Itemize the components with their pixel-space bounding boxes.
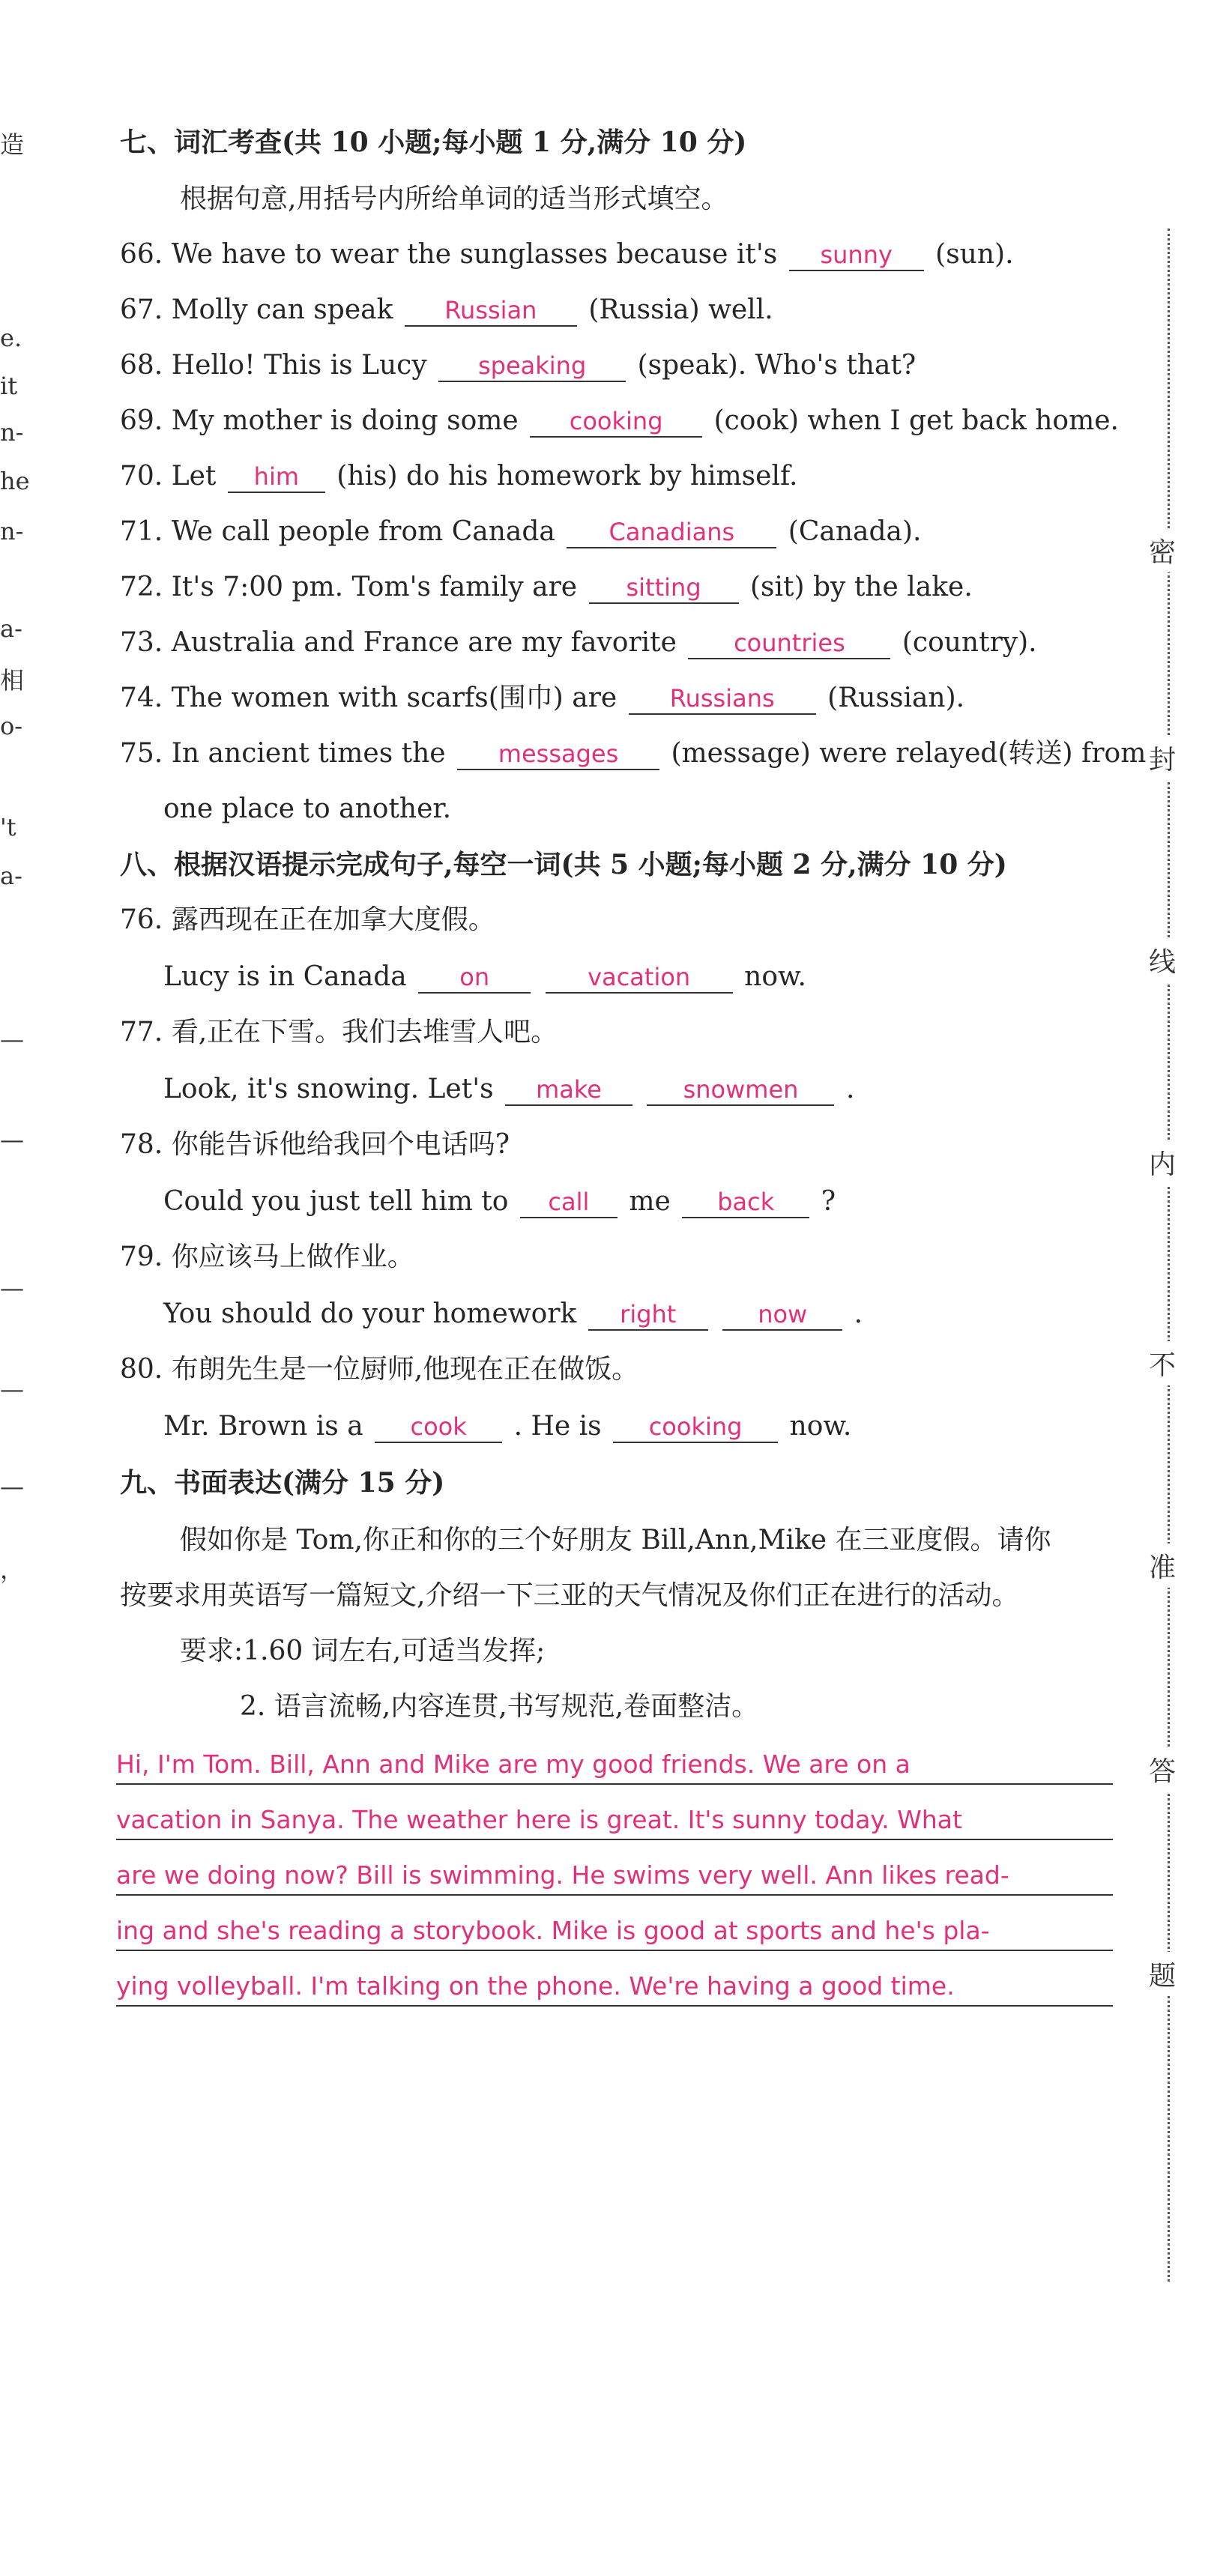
answer-blank[interactable]: snowmen (647, 1074, 834, 1106)
margin-char: 不 (1149, 1341, 1176, 1385)
margin-char: 线 (1149, 938, 1176, 982)
section7-heading: 七、词汇考查(共 10 小题;每小题 1 分,满分 10 分) (120, 127, 747, 158)
question-75: 75. In ancient times the messages (message) were relayed(转送) from (120, 738, 1147, 769)
answer-blank[interactable]: cook (375, 1412, 502, 1443)
question-80: Mr. Brown is a cook . He is cooking now. (163, 1411, 852, 1442)
question-77-chinese: 77. 看,正在下雪。我们去堆雪人吧。 (120, 1017, 558, 1047)
question-73: 73. Australia and France are my favorite countries (country). (120, 627, 1037, 658)
edge-fragment: 't (0, 813, 16, 841)
edge-fragment: — (0, 1375, 24, 1403)
question-80-chinese: 80. 布朗先生是一位厨师,他现在正在做饭。 (120, 1354, 639, 1385)
answer-blank[interactable]: right (588, 1299, 708, 1331)
writing-prompt-line2: 按要求用英语写一篇短文,介绍一下三亚的天气情况及你们正在进行的活动。 (120, 1580, 1019, 1611)
edge-fragment: it (0, 372, 18, 400)
section9-heading: 九、书面表达(满分 15 分) (120, 1467, 445, 1499)
writing-requirement-1: 要求:1.60 词左右,可适当发挥; (180, 1636, 546, 1666)
question-77: Look, it's snowing. Let's make snowmen . (163, 1074, 855, 1104)
question-78: Could you just tell him to call me back ? (163, 1186, 836, 1217)
edge-fragment: a- (0, 862, 22, 890)
answer-blank[interactable]: make (505, 1074, 632, 1106)
margin-char: 内 (1149, 1140, 1176, 1185)
section8-heading: 八、根据汉语提示完成句子,每空一词(共 5 小题;每小题 2 分,满分 10 分) (120, 849, 1007, 880)
answer-blank[interactable]: countries (688, 628, 890, 659)
edge-fragment: — (0, 1274, 24, 1302)
writing-prompt-line1: 假如你是 Tom,你正和你的三个好朋友 Bill,Ann,Mike 在三亚度假。请你 (180, 1525, 1051, 1555)
question-66: 66. We have to wear the sunglasses because it's sunny (sun). (120, 239, 1014, 270)
margin-char: 题 (1149, 1952, 1176, 1996)
question-76-chinese: 76. 露西现在正在加拿大度假。 (120, 904, 495, 935)
edge-fragment: — (0, 1472, 24, 1501)
answer-blank[interactable]: speaking (438, 351, 626, 382)
edge-fragment: ， (0, 1555, 25, 1584)
question-74: 74. The women with scarfs(围巾) are Russians (Russian). (120, 683, 965, 713)
writing-requirement-2: 2. 语言流畅,内容连贯,书写规范,卷面整洁。 (240, 1691, 759, 1722)
section7-instruction: 根据句意,用括号内所给单词的适当形式填空。 (180, 184, 728, 214)
edge-fragment: 造 (0, 130, 25, 159)
margin-char: 封 (1149, 736, 1176, 780)
question-68: 68. Hello! This is Lucy speaking (speak). Who's that? (120, 350, 917, 381)
edge-fragment: a- (0, 614, 22, 643)
answer-blank[interactable]: him (228, 462, 325, 493)
answer-blank[interactable]: Russians (629, 683, 816, 715)
edge-fragment: 相 (0, 666, 25, 695)
question-76: Lucy is in Canada on vacation now. (163, 961, 806, 992)
answer-blank[interactable]: back (682, 1187, 809, 1218)
edge-fragment: he (0, 467, 30, 495)
answer-blank[interactable]: now (722, 1299, 842, 1331)
essay-line[interactable]: Hi, I'm Tom. Bill, Ann and Mike are my good friends. We are on a (116, 1746, 1113, 1785)
edge-fragment: — (0, 1125, 24, 1154)
answer-blank[interactable]: vacation (546, 962, 733, 994)
edge-fragment: e. (0, 324, 22, 352)
margin-char: 答 (1149, 1747, 1176, 1792)
question-70: 70. Let him (his) do his homework by himself. (120, 461, 798, 492)
question-67: 67. Molly can speak Russian (Russia) well. (120, 294, 773, 325)
answer-blank[interactable]: sitting (589, 572, 739, 604)
question-75-continuation: one place to another. (163, 793, 452, 824)
essay-line[interactable]: vacation in Sanya. The weather here is great. It's sunny today. What (116, 1801, 1113, 1840)
essay-line[interactable]: ying volleyball. I'm talking on the phone. We're having a good time. (116, 1968, 1113, 2007)
question-78-chinese: 78. 你能告诉他给我回个电话吗? (120, 1129, 510, 1160)
answer-blank[interactable]: call (520, 1187, 617, 1218)
margin-char: 准 (1149, 1544, 1176, 1588)
essay-line[interactable]: ing and she's reading a storybook. Mike is good at sports and he's pla- (116, 1912, 1113, 1951)
edge-fragment: n- (0, 517, 24, 545)
question-69: 69. My mother is doing some cooking (cook) when I get back home. (120, 405, 1119, 436)
answer-blank[interactable]: messages (457, 739, 659, 770)
edge-fragment: n- (0, 418, 24, 447)
essay-line[interactable]: are we doing now? Bill is swimming. He swims very well. Ann likes read- (116, 1857, 1113, 1896)
question-72: 72. It's 7:00 pm. Tom's family are sitting (sit) by the lake. (120, 572, 973, 602)
answer-blank[interactable]: cooking (613, 1412, 778, 1443)
answer-blank[interactable]: Canadians (567, 517, 776, 548)
answer-blank[interactable]: cooking (530, 406, 702, 438)
edge-fragment: o- (0, 712, 23, 740)
answer-blank[interactable]: sunny (789, 240, 924, 271)
question-79: You should do your homework right now . (163, 1298, 863, 1329)
edge-fragment: — (0, 1025, 24, 1053)
question-71: 71. We call people from Canada Canadians (Canada). (120, 516, 922, 547)
question-79-chinese: 79. 你应该马上做作业。 (120, 1242, 414, 1272)
answer-blank[interactable]: on (418, 962, 531, 994)
margin-char: 密 (1149, 528, 1176, 572)
answer-blank[interactable]: Russian (405, 295, 577, 327)
